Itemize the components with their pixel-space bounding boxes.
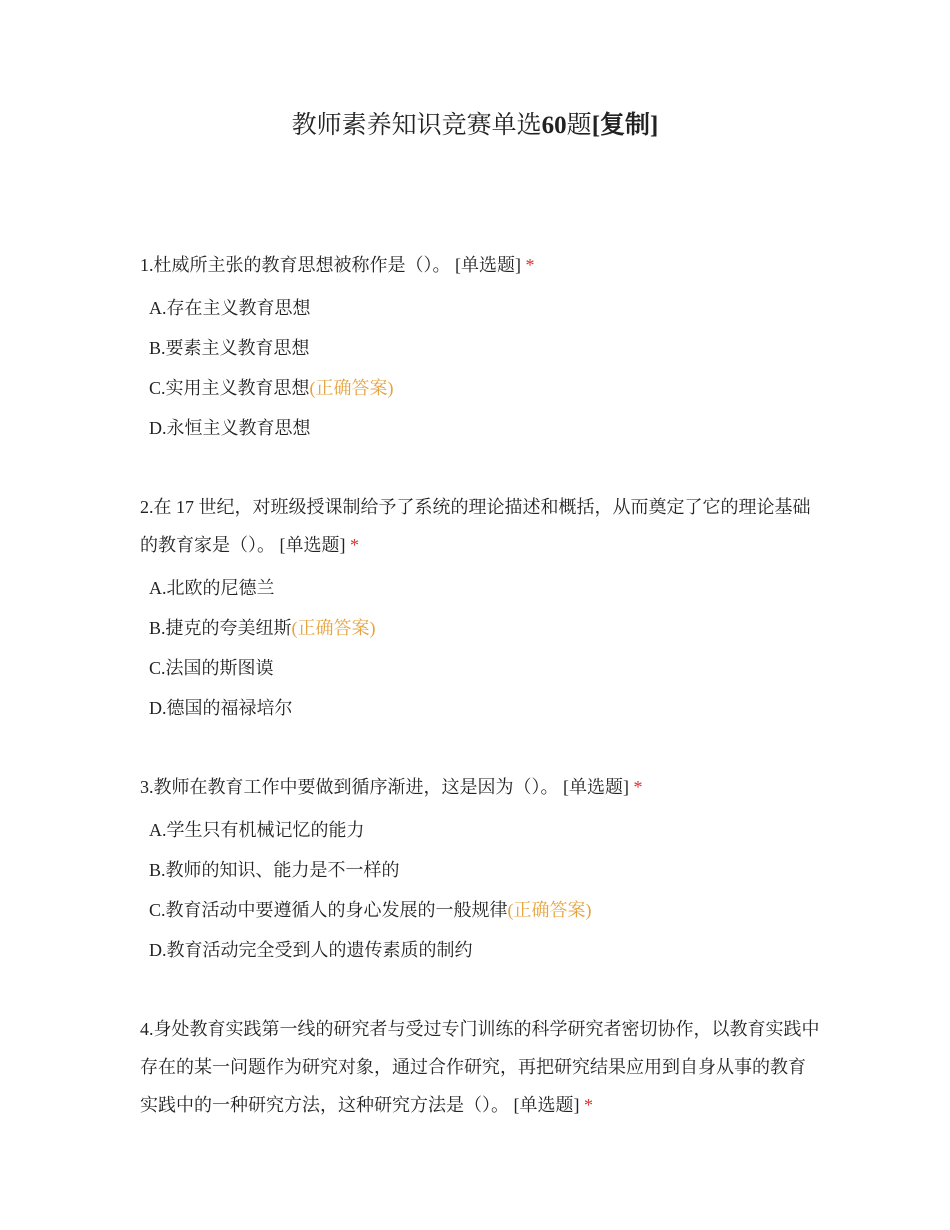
option-label: D.德国的福禄培尔 <box>149 698 293 718</box>
question-2 <box>140 488 820 728</box>
option-d[interactable] <box>140 688 820 728</box>
option-c[interactable] <box>140 368 820 408</box>
required-mark: * <box>633 777 643 797</box>
page-title <box>0 108 950 144</box>
title-suffix: 题 <box>566 112 592 139</box>
option-label: B.捷克的夸美纽斯 <box>149 618 292 638</box>
option-label: C.教育活动中要遵循人的身心发展的一般规律 <box>149 900 508 920</box>
question-stem: 1.杜威所主张的教育思想被称作是（）。 <box>140 255 451 275</box>
option-label: A.存在主义教育思想 <box>149 298 311 318</box>
option-a[interactable] <box>140 568 820 608</box>
option-label: D.永恒主义教育思想 <box>149 418 311 438</box>
option-label: B.要素主义教育思想 <box>149 338 310 358</box>
option-c[interactable] <box>140 890 820 930</box>
option-b[interactable] <box>140 328 820 368</box>
question-type-label: [单选题] <box>513 1095 580 1115</box>
question-3 <box>140 768 820 970</box>
question-type-label: [单选题] <box>279 535 346 555</box>
question-text <box>140 246 820 284</box>
question-type-label: [单选题] <box>563 777 629 797</box>
question-text <box>140 1010 820 1124</box>
option-label: A.学生只有机械记忆的能力 <box>149 820 365 840</box>
correct-answer-marker: (正确答案) <box>309 378 394 398</box>
question-type-label: [单选题] <box>455 255 521 275</box>
option-d[interactable] <box>140 408 820 448</box>
option-list <box>140 288 820 448</box>
title-prefix: 教师素养知识竞赛单选 <box>291 112 542 139</box>
option-b[interactable] <box>140 850 820 890</box>
question-4 <box>140 1010 820 1124</box>
required-mark: * <box>584 1095 593 1115</box>
question-text <box>140 768 820 806</box>
option-label: C.实用主义教育思想 <box>149 378 310 398</box>
correct-answer-marker: (正确答案) <box>507 900 592 920</box>
option-label: A.北欧的尼德兰 <box>149 578 275 598</box>
question-text <box>140 488 820 564</box>
required-mark: * <box>525 255 535 275</box>
option-label: B.教师的知识、能力是不一样的 <box>149 860 400 880</box>
option-label: C.法国的斯图谟 <box>149 658 274 678</box>
correct-answer-marker: (正确答案) <box>291 618 376 638</box>
question-stem: 4.身处教育实践第一线的研究者与受过专门训练的科学研究者密切协作，以教育实践中存在的某一问题作为研究对象，通过合作研究，再把研究结果应用到自身从事的教育实践中的一种研究方法，这种研究方法是（）。 <box>140 1019 820 1115</box>
question-stem: 3.教师在教育工作中要做到循序渐进，这是因为（）。 <box>140 777 559 797</box>
question-stem: 2.在 17 世纪，对班级授课制给予了系统的理论描述和概括，从而奠定了它的理论基础的教育家是（）。 <box>140 497 811 555</box>
title-number: 60 <box>541 112 567 139</box>
option-c[interactable] <box>140 648 820 688</box>
option-label: D.教育活动完全受到人的遗传素质的制约 <box>149 940 473 960</box>
option-a[interactable] <box>140 810 820 850</box>
option-d[interactable] <box>140 930 820 970</box>
option-a[interactable] <box>140 288 820 328</box>
option-list <box>140 810 820 970</box>
option-b[interactable] <box>140 608 820 648</box>
copy-tag: [复制] <box>591 112 659 139</box>
option-list <box>140 568 820 728</box>
question-1 <box>140 246 820 448</box>
required-mark: * <box>350 535 359 555</box>
